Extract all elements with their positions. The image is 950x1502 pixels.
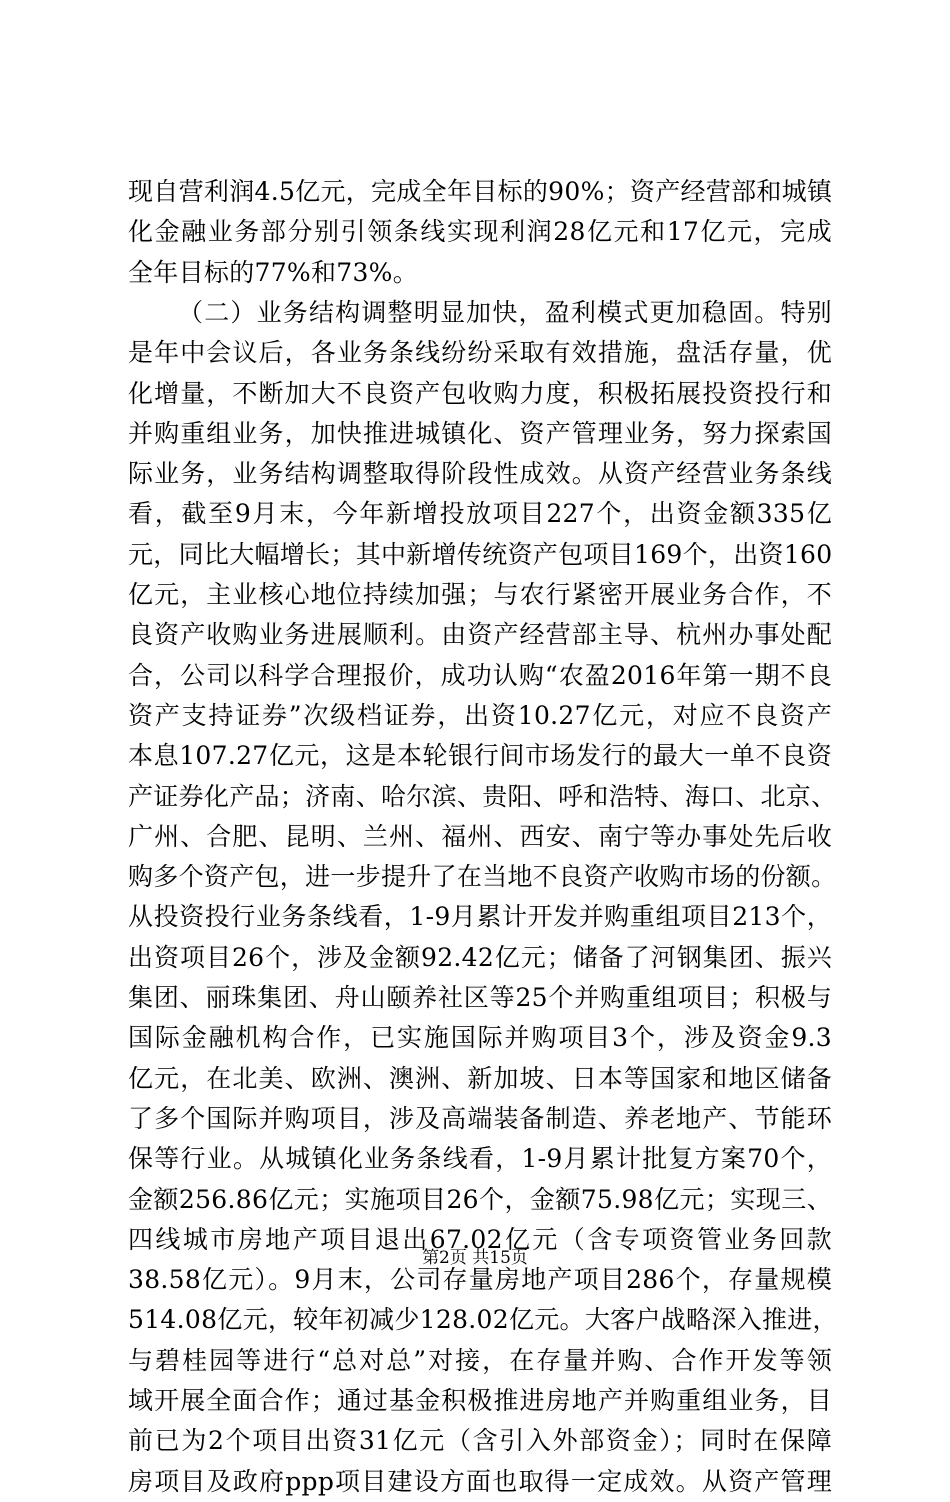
text-line: 并购重组业务，加快推进城镇化、资产管理业务，努力探索国 [128,418,832,448]
text-line: 了多个国际并购项目，涉及高端装备制造、养老地产、节能环 [128,1103,832,1133]
text-line: 现自营利润4.5亿元，完成全年目标的90%；资产经营部和城镇 [128,177,833,206]
text-line: 化增量，不断加大不良资产包收购力度，积极拓展投资投行和 [128,378,832,408]
text-line: 亿元，主业核心地位持续加强；与农行紧密开展业务合作，不 [128,580,832,609]
text-line: 资产支持证券”次级档证券，出资10.27亿元，对应不良资产 [128,700,832,730]
text-line: 38.58亿元）。9月末，公司存量房地产项目286个，存量规模 [128,1265,832,1295]
text-line: 化金融业务部分别引领条线实现利润28亿元和17亿元，完成 [128,217,832,247]
text-line: 房项目及政府ppp项目建设方面也取得一定成效。从资产管理 [128,1466,832,1496]
text-line: 际业务，业务结构调整取得阶段性成效。从资产经营业务条线 [128,459,832,489]
text-line: 514.08亿元，较年初减少128.02亿元。大客户战略深入推进， [128,1305,838,1335]
text-line: 与碧桂园等进行“总对总”对接，在存量并购、合作开发等领 [128,1345,832,1375]
text-line: 亿元，在北美、欧洲、澳洲、新加坡、日本等国家和地区储备 [128,1063,832,1093]
text-line: 购多个资产包，进一步提升了在当地不良资产收购市场的份额。 [128,862,837,892]
text-line: 前已为2个项目出资31亿元（含引入外部资金）；同时在保障 [128,1426,832,1456]
text-line: 国际金融机构合作，已实施国际并购项目3个，涉及资金9.3 [128,1023,832,1053]
text-line: 保等行业。从城镇化业务条线看，1-9月累计批复方案70个， [128,1144,832,1174]
text-line: 金额256.86亿元；实施项目26个，金额75.98亿元；实现三、 [128,1184,832,1214]
page-footer: 第2页 共15页 [422,1248,528,1268]
text-line: 本息107.27亿元，这是本轮银行间市场发行的最大一单不良资 [128,741,832,771]
text-line: 四线城市房地产项目退出67.02亿元（含专项资管业务回款 [128,1224,832,1254]
text-line: 元，同比大幅增长；其中新增传统资产包项目169个，出资160 [128,539,833,569]
text-line: 从投资投行业务条线看，1-9月累计开发并购重组项目213个， [128,902,832,932]
text-line: 看，截至9月末，今年新增投放项目227个，出资金额335亿 [128,499,832,529]
text-line: 产证券化产品；济南、哈尔滨、贵阳、呼和浩特、海口、北京、 [128,781,837,811]
text-line: 出资项目26个，涉及金额92.42亿元；储备了河钢集团、振兴 [128,942,832,972]
text-line: 合，公司以科学合理报价，成功认购“农盈2016年第一期不良 [128,660,832,690]
text-line: 良资产收购业务进展顺利。由资产经营部主导、杭州办事处配 [128,620,832,650]
text-line: 全年目标的77%和73%。 [128,257,419,287]
text-line: 域开展全面合作；通过基金积极推进房地产并购重组业务，目 [128,1386,832,1415]
text-line: （二）业务结构调整明显加快，盈利模式更加稳固。特别 [178,297,832,327]
text-line: 集团、丽珠集团、舟山颐养社区等25个并购重组项目；积极与 [128,983,832,1012]
text-line: 广州、合肥、昆明、兰州、福州、西安、南宁等办事处先后收 [128,821,832,851]
text-line: 是年中会议后，各业务条线纷纷采取有效措施，盘活存量，优 [128,338,832,368]
